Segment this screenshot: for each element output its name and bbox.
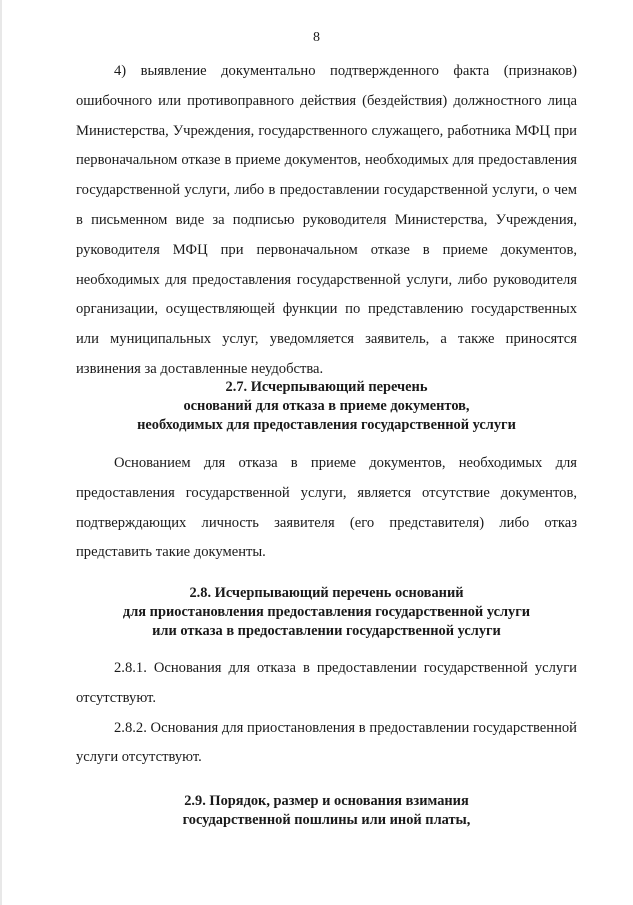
section-2-9-heading [76, 792, 577, 830]
section-2-9-heading-line-2: государственной пошлины или иной платы, [182, 812, 471, 828]
section-2-8-2-text: 2.8.2. Основания для приостановления в предоставлении государственной услуги отсутствуют. [76, 719, 577, 766]
section-2-8-heading [76, 584, 577, 641]
section-2-7-heading-line-3: необходимых для предоставления государственной услуги [137, 417, 516, 433]
section-2-8-1-text: 2.8.1. Основания для отказа в предоставлении государственной услуги отсутствуют. [76, 660, 577, 706]
section-2-8-heading-line-2: для приостановления предоставления государственной услуги [122, 604, 531, 620]
section-2-8-items-block [76, 654, 577, 773]
section-2-7-heading [76, 378, 577, 435]
section-2-9-heading-line-1: 2.9. Порядок, размер и основания взимания [184, 793, 469, 809]
scan-edge [0, 0, 2, 905]
paragraph-4-block [76, 57, 577, 385]
section-2-7-heading-line-2: оснований для отказа в приеме документов, [183, 398, 470, 414]
section-2-8-heading-line-3: или отказа в предоставлении государственной услуги [152, 623, 501, 639]
page-number: 8 [313, 30, 320, 45]
paragraph-4: 4) выявление документально подтвержденного факта (признаков) ошибочного или противоправного действия (бездействия) должностного лица Министерства, Учреждения, государственного служащего, работника МФЦ при первоначальном отказе в приеме документов, необходимых для предоставления государственной услуги, либо в предоставлении государственной услуги, о чем в письменном виде за подписью руководителя Министерства, Учреждения, руководителя МФЦ при первоначальном отказе в приеме документов, необходимых для предоставления государственной услуги, либо руководителя организации, осуществляющей функции по представлению государственных или муниципальных услуг, уведомляется заявитель, а также приносятся извинения за доставленные неудобства. [76, 63, 577, 377]
section-2-7-text-block [76, 449, 577, 568]
section-2-7-text: Основанием для отказа в приеме документов, необходимых для предоставления государственной услуги, является отсутствие документов, подтверждающих личность заявителя (его представителя) либо отказ представить такие документы. [76, 455, 577, 561]
section-2-7-heading-line-1: 2.7. Исчерпывающий перечень [225, 379, 428, 395]
section-2-8-heading-line-1: 2.8. Исчерпывающий перечень оснований [189, 585, 464, 601]
